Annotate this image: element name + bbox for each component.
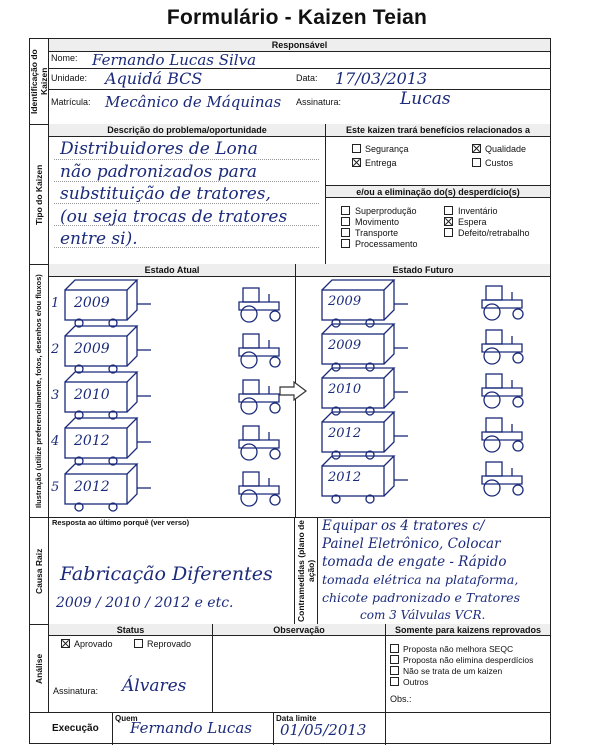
observation-header: Observação [213,624,385,636]
countermeasure-line-2: Painel Eletrônico, Colocar [322,536,501,552]
checkbox-defeito[interactable] [444,228,453,237]
current-item-year: 2012 [74,433,110,449]
current-item-year: 2009 [74,341,110,357]
waste-label-defeito: Defeito/retrabalho [458,228,530,238]
problem-line-5: entre si). [60,229,138,249]
countermeasure-line-5: chicote padronizado e Tratores [322,590,520,605]
countermeasure-line-3: tomada de engate - Rápido [322,554,507,570]
checkbox-reason-3[interactable] [390,666,399,675]
unit-field[interactable]: Aquidá BCS [105,69,203,88]
deadline-label: Data limite [276,714,317,723]
name-label: Nome: [51,53,78,63]
root-cause-line-2: 2009 / 2010 / 2012 e etc. [56,595,234,611]
checkbox-reprovado[interactable] [134,639,143,648]
problem-line-2: não padronizados para [60,162,257,182]
who-field[interactable]: Fernando Lucas [130,719,252,737]
future-tractor-sketch [482,418,523,452]
future-item-year: 2010 [328,382,362,397]
page-title: Formulário - Kaizen Teian [166,6,428,29]
analysis-signature-label: Assinatura: [53,686,99,696]
waste-header: e/ou a eliminação do(s) desperdício(s) [326,185,550,198]
future-item-year: 2012 [328,470,362,485]
benefit-label-custos: Custos [485,158,514,168]
future-tractor-sketch [482,374,523,408]
checkbox-qualidade[interactable] [472,144,481,153]
waste-label-transporte: Transporte [355,228,399,238]
reason-label-1: Proposta não melhora SEQC [403,644,514,654]
checkbox-inventario[interactable] [444,206,453,215]
current-state-header: Estado Atual [49,264,295,277]
waste-label-inventario: Inventário [458,206,498,216]
arrow-right-icon [278,381,308,401]
date-field[interactable]: 17/03/2013 [335,69,428,88]
current-item-index: 4 [51,434,60,449]
reason-label-3: Não se trata de um kaizen [403,666,503,676]
checkbox-reason-1[interactable] [390,644,399,653]
checkbox-processamento[interactable] [341,239,350,248]
waste-label-espera: Espera [458,217,487,227]
deadline-field[interactable]: 01/05/2013 [280,721,367,739]
problem-line-3: substituição de tratores, [60,184,271,204]
checkbox-espera[interactable] [444,217,453,226]
countermeasure-line-1: Equipar os 4 tratores c/ [322,518,485,534]
checkbox-aprovado[interactable] [61,639,70,648]
benefit-label-entrega: Entrega [365,158,397,168]
problem-line-1: Distribuidores de Lona [60,139,258,159]
problem-line-4: (ou seja trocas de tratores [60,207,288,227]
section-label-causa-raiz: Causa Raiz [34,548,44,594]
root-cause-line-1: Fabricação Diferentes [60,563,273,585]
current-tractor-sketch [239,334,280,368]
checkbox-custos[interactable] [472,158,481,167]
registration-label: Matrícula: [51,97,91,107]
checkbox-superproducao[interactable] [341,206,350,215]
unit-label: Unidade: [51,73,88,83]
responsavel-header: Responsável [49,39,550,52]
current-item-year: 2012 [74,479,110,495]
problem-header: Descrição do problema/oportunidade [49,124,325,137]
execution-label: Execução [52,723,99,734]
future-tractor-sketch [482,462,523,496]
status-header: Status [49,624,212,636]
section-label-analise: Análise [34,653,44,684]
reason-label-4: Outros [403,677,429,687]
root-cause-header: Resposta ao último porquê (ver verso) [52,518,190,527]
signature-field[interactable]: Lucas [400,89,451,109]
waste-label-processamento: Processamento [355,239,418,249]
approved-label: Aprovado [74,639,113,649]
future-item-year: 2012 [328,426,362,441]
checkbox-movimento[interactable] [341,217,350,226]
obs-label: Obs.: [390,694,412,704]
section-label-tipo: Tipo do Kaizen [34,164,44,225]
benefits-header: Este kaizen trará benefícios relacionados a [326,124,550,137]
waste-label-movimento: Movimento [355,217,400,227]
benefit-label-seguranca: Segurança [365,144,409,154]
kaizen-form [29,38,551,744]
section-label-identificacao: Identificação do Kaizen [29,49,49,114]
name-field[interactable]: Fernando Lucas Silva [92,51,257,69]
current-item-index: 3 [51,388,60,403]
current-tractor-sketch [239,472,280,506]
section-label-ilustracao: Ilustração (utilize preferencialmente, fotos, desenhos e/ou fluxos) [34,274,43,508]
future-item-year: 2009 [328,338,362,353]
section-label-contramedidas: Contramedidas (plano de ação) [296,520,316,623]
future-tractor-sketch [482,330,523,364]
analysis-signature-field[interactable]: Álvares [122,676,187,696]
current-item-year: 2010 [74,387,110,403]
reason-label-2: Proposta não elimina desperdícios [403,655,534,665]
future-item-year: 2009 [328,294,362,309]
who-label: Quem [115,714,138,723]
countermeasure-line-4: tomada elétrica na plataforma, [322,572,519,587]
registration-field[interactable]: Mecânico de Máquinas [105,93,282,111]
current-item-year: 2009 [74,295,110,311]
signature-label: Assinatura: [296,97,342,107]
checkbox-reason-2[interactable] [390,655,399,664]
current-tractor-sketch [239,288,280,322]
waste-label-superproducao: Superprodução [355,206,417,216]
current-tractor-sketch [239,380,280,414]
checkbox-reason-4[interactable] [390,677,399,686]
checkbox-seguranca[interactable] [352,144,361,153]
checkbox-transporte[interactable] [341,228,350,237]
current-tractor-sketch [239,426,280,460]
checkbox-entrega[interactable] [352,158,361,167]
rejected-only-header: Somente para kaizens reprovados [386,624,550,636]
countermeasure-line-6: com 3 Válvulas VCR. [360,608,486,622]
date-label: Data: [296,73,318,83]
current-item-index: 2 [51,342,60,357]
benefit-label-qualidade: Qualidade [485,144,527,154]
rejected-label: Reprovado [147,639,192,649]
current-item-index: 5 [51,480,60,495]
current-item-index: 1 [51,296,60,311]
future-tractor-sketch [482,286,523,320]
future-state-header: Estado Futuro [296,264,550,277]
